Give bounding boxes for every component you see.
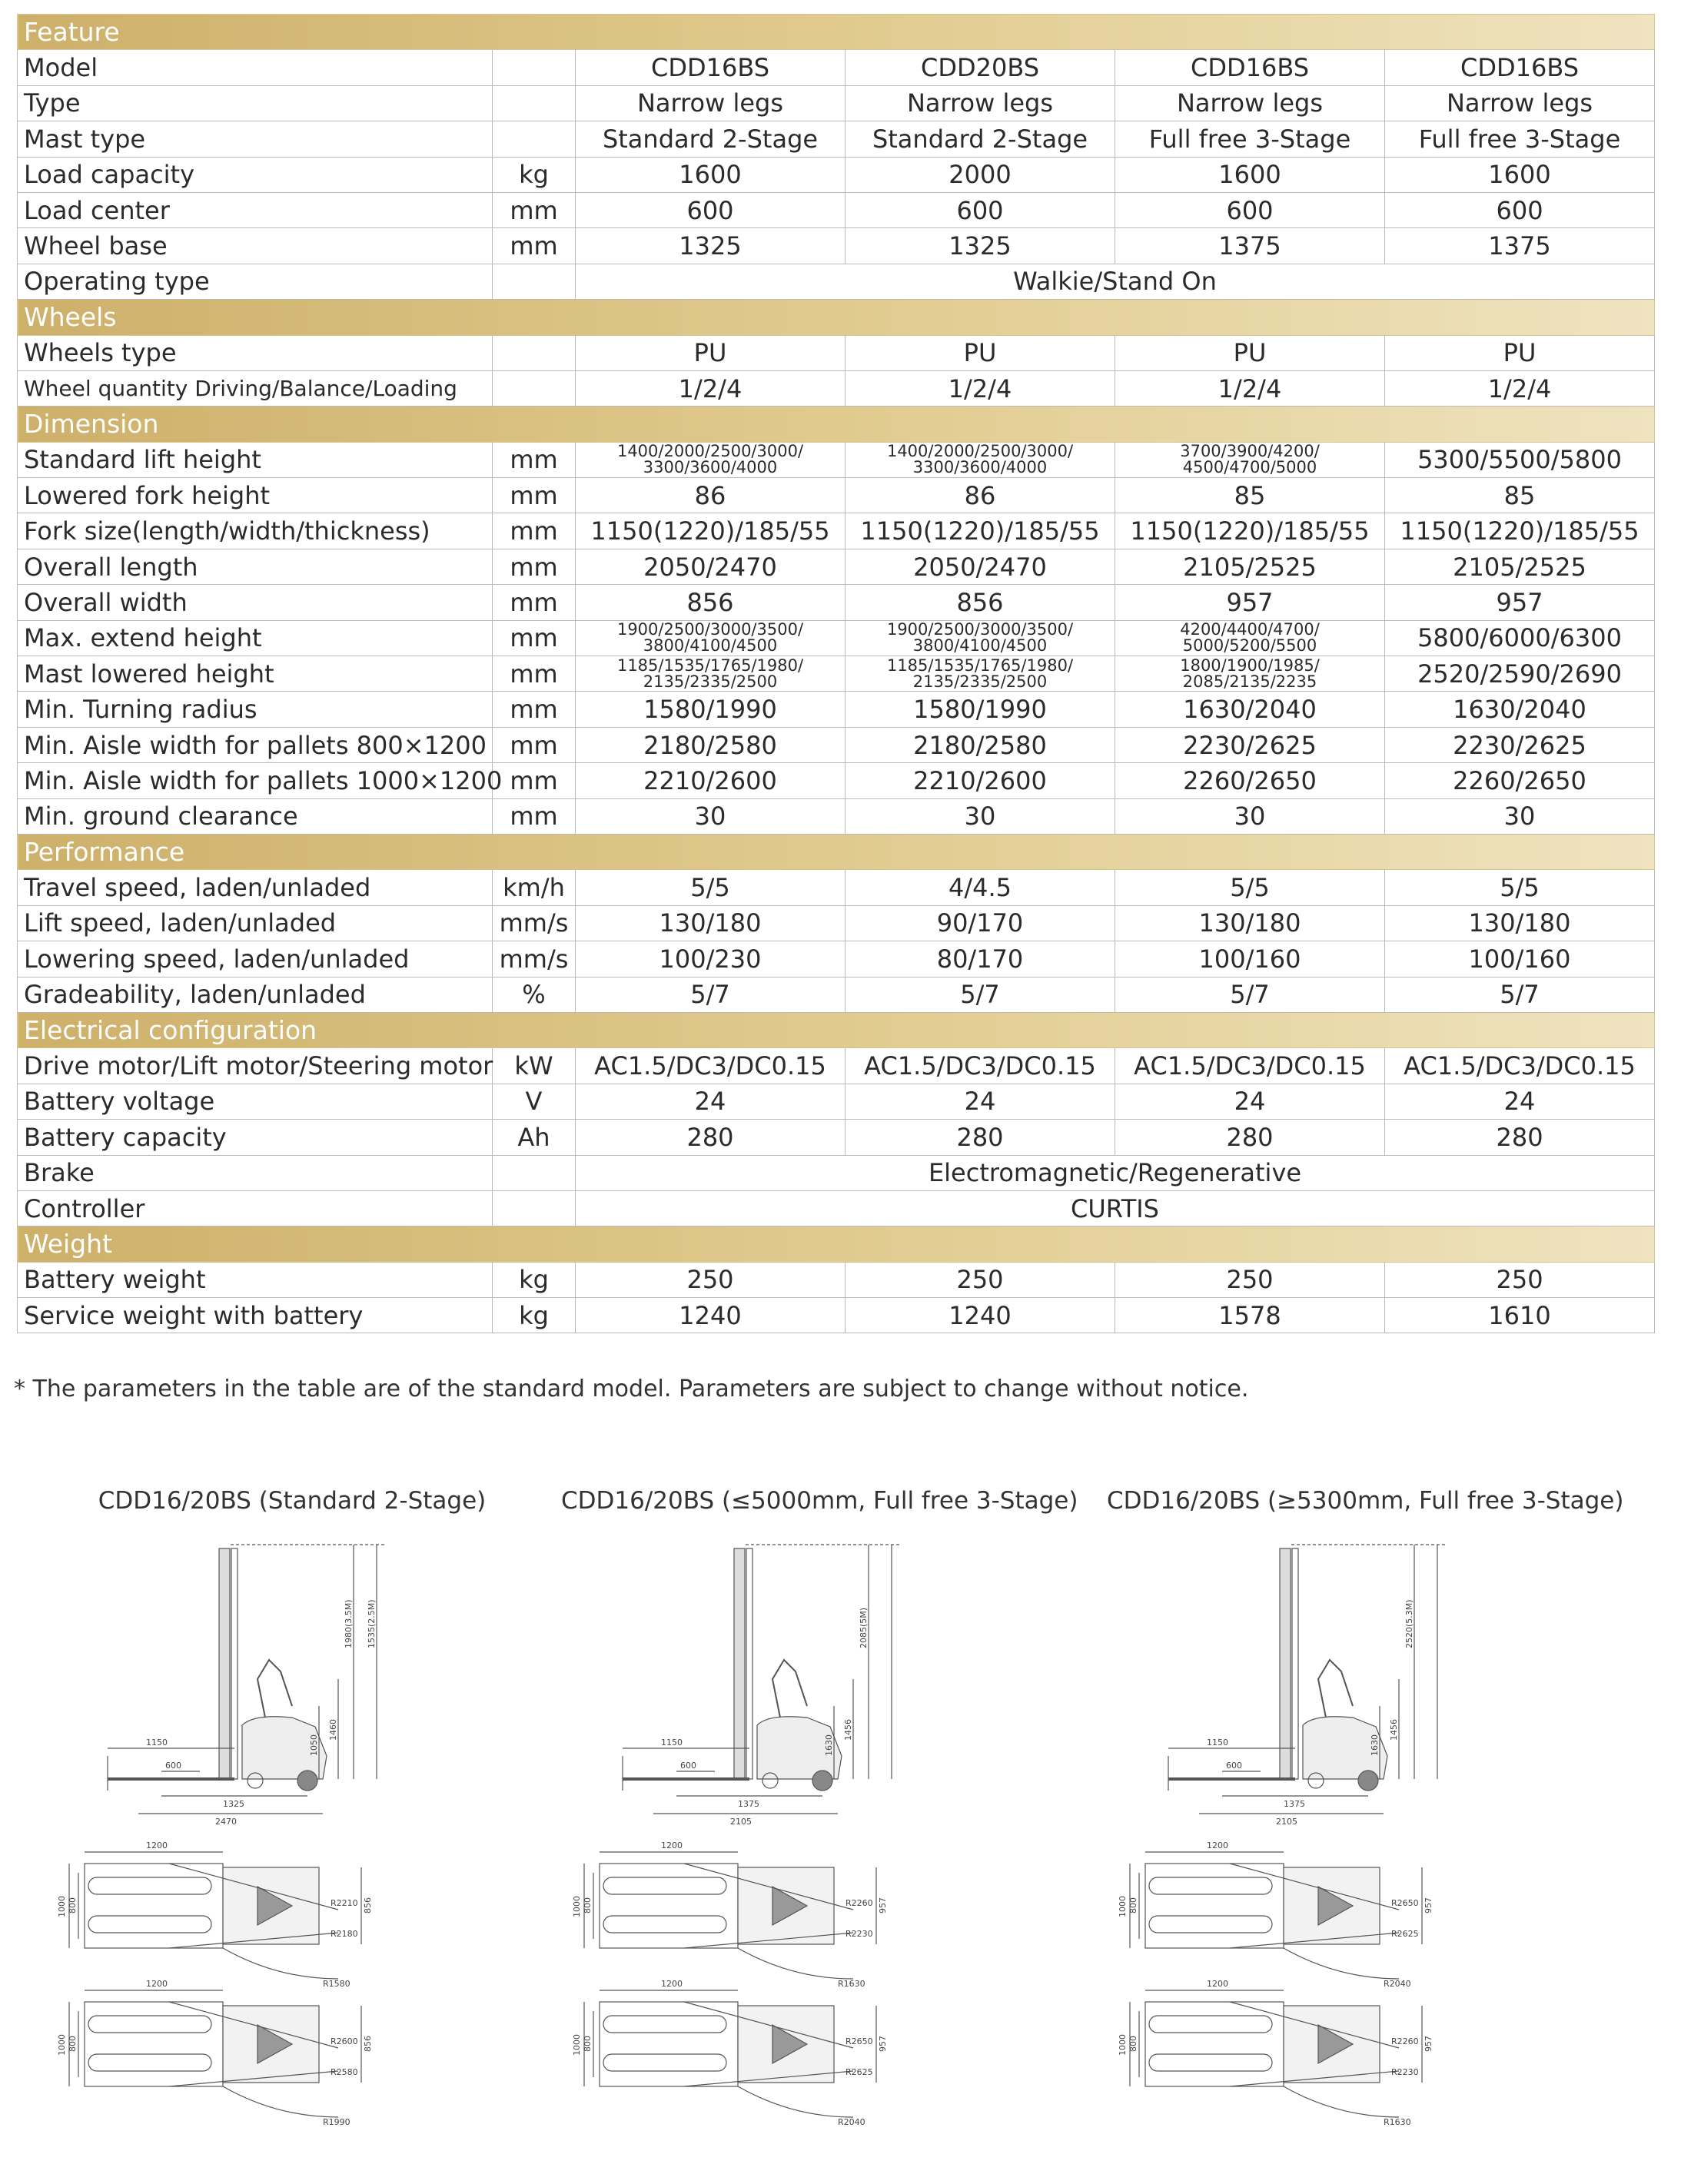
spec-row-lowering-speed: [18, 941, 1655, 977]
spec-value: 24: [576, 1084, 845, 1119]
spec-row-wheels-type: [18, 335, 1655, 370]
spec-value: 1185/1535/1765/1980/ 2135/2335/2500: [845, 656, 1115, 692]
spec-row-motors: [18, 1048, 1655, 1084]
spec-unit: mm: [493, 585, 576, 620]
spec-value: 250: [1115, 1262, 1385, 1297]
dim-label: R1580: [323, 1979, 350, 1989]
dim-label: 2520(5.3M): [1404, 1599, 1414, 1648]
dim-label: 2105: [730, 1817, 752, 1827]
spec-value: AC1.5/DC3/DC0.15: [1115, 1048, 1385, 1084]
spec-value: 2000: [845, 157, 1115, 192]
spec-row-type: [18, 85, 1655, 121]
dim-label: R2230: [845, 1929, 873, 1939]
spec-unit: [493, 1155, 576, 1190]
section-title: Feature: [18, 15, 1655, 50]
spec-value: 1/2/4: [1385, 370, 1655, 406]
spec-value: 2180/2580: [576, 727, 845, 762]
spec-row-wheel-quantity: [18, 370, 1655, 406]
spec-unit: [493, 50, 576, 85]
dim-label: 1200: [146, 1979, 168, 1989]
dim-label: 856: [363, 1897, 373, 1913]
dim-label: 800: [68, 1897, 78, 1913]
dim-label: R1630: [1384, 2117, 1411, 2127]
spec-value: 856: [576, 585, 845, 620]
spec-unit: Ah: [493, 1120, 576, 1155]
spec-label: Operating type: [18, 264, 493, 299]
spec-value: 2105/2525: [1115, 549, 1385, 584]
spec-value: 2520/2590/2690: [1385, 656, 1655, 692]
spec-row-mast-lowered: [18, 656, 1655, 692]
spec-value: 86: [845, 478, 1115, 513]
section-title: Electrical configuration: [18, 1012, 1655, 1047]
spec-unit: [493, 264, 576, 299]
spec-value: 1240: [576, 1298, 845, 1333]
spec-value: Narrow legs: [1385, 85, 1655, 121]
dim-label: 2085(5M): [859, 1607, 869, 1648]
spec-row-lift-height: [18, 442, 1655, 477]
dim-label: 1460: [328, 1719, 338, 1741]
spec-unit: mm: [493, 442, 576, 477]
spec-value: Standard 2-Stage: [845, 121, 1115, 157]
spec-label: Min. Aisle width for pallets 1000×1200: [18, 763, 493, 798]
dim-label: R2040: [838, 2117, 865, 2127]
spec-value: 1630/2040: [1385, 692, 1655, 727]
dim-label: R2210: [331, 1898, 358, 1908]
spec-row-lowered-fork: [18, 478, 1655, 513]
spec-unit: V: [493, 1084, 576, 1119]
spec-value: 1400/2000/2500/3000/ 3300/3600/4000: [845, 442, 1115, 477]
spec-label: Controller: [18, 1190, 493, 1226]
spec-value: 2180/2580: [845, 727, 1115, 762]
spec-value: 600: [576, 192, 845, 227]
dim-label: 1456: [843, 1719, 853, 1741]
spec-value: 2210/2600: [576, 763, 845, 798]
dim-label: 1050: [309, 1734, 319, 1756]
spec-value: 1600: [1385, 157, 1655, 192]
section-title: Performance: [18, 834, 1655, 869]
spec-row-wheel-base: [18, 228, 1655, 264]
spec-row-load-center: [18, 192, 1655, 227]
spec-value: 130/180: [1115, 905, 1385, 941]
spec-value: 130/180: [576, 905, 845, 941]
spec-value: 30: [576, 798, 845, 834]
spec-row-ground-clearance: [18, 798, 1655, 834]
spec-value: 4/4.5: [845, 870, 1115, 905]
spec-row-travel-speed: [18, 870, 1655, 905]
dim-label: 957: [878, 1897, 888, 1913]
spec-label: Battery capacity: [18, 1120, 493, 1155]
truck-drawing: [561, 1525, 1053, 2127]
dim-label: 1535(2.5M): [367, 1599, 377, 1648]
spec-value: 250: [576, 1262, 845, 1297]
drawing-caption: CDD16/20BS (≤5000mm, Full free 3-Stage): [561, 1487, 1078, 1515]
spec-row-overall-width: [18, 585, 1655, 620]
spec-value: 1375: [1115, 228, 1385, 264]
spec-label: Mast type: [18, 121, 493, 157]
spec-label: Mast lowered height: [18, 656, 493, 692]
dim-label: 2470: [215, 1817, 237, 1827]
spec-value: 1150(1220)/185/55: [576, 513, 845, 549]
section-header-weight: [18, 1226, 1655, 1262]
spec-row-controller: [18, 1190, 1655, 1226]
spec-unit: [493, 121, 576, 157]
spec-value: 5/7: [1385, 977, 1655, 1012]
section-header-electrical: [18, 1012, 1655, 1047]
dim-label: 1000: [572, 1896, 582, 1917]
dim-label: R2650: [845, 2036, 873, 2046]
dim-label: R2580: [331, 2067, 358, 2077]
spec-label: Drive motor/Lift motor/Steering motor: [18, 1048, 493, 1084]
spec-label: Wheel base: [18, 228, 493, 264]
spec-value: 90/170: [845, 905, 1115, 941]
spec-value: 5/5: [1385, 870, 1655, 905]
spec-value: Narrow legs: [576, 85, 845, 121]
spec-value: 1400/2000/2500/3000/ 3300/3600/4000: [576, 442, 845, 477]
dim-label: 1150: [146, 1738, 168, 1748]
drawing-2: [561, 1487, 1078, 2127]
spec-row-gradeability: [18, 977, 1655, 1012]
dim-label: 2105: [1276, 1817, 1297, 1827]
spec-value: 24: [1385, 1084, 1655, 1119]
spec-label: Service weight with battery: [18, 1298, 493, 1333]
spec-unit: kW: [493, 1048, 576, 1084]
spec-label: Overall length: [18, 549, 493, 584]
dim-label: R2260: [1391, 2036, 1419, 2046]
spec-row-service-weight: [18, 1298, 1655, 1333]
spec-unit: mm: [493, 620, 576, 656]
spec-value: 100/160: [1385, 941, 1655, 977]
spec-unit: mm/s: [493, 905, 576, 941]
spec-value: AC1.5/DC3/DC0.15: [576, 1048, 845, 1084]
dim-label: 1200: [1207, 1979, 1228, 1989]
spec-row-model: [18, 50, 1655, 85]
spec-value: 85: [1115, 478, 1385, 513]
dim-label: 1200: [661, 1840, 683, 1850]
spec-row-operating-type: [18, 264, 1655, 299]
spec-value: 5300/5500/5800: [1385, 442, 1655, 477]
spec-table: [17, 14, 1655, 1333]
spec-value: 3700/3900/4200/ 4500/4700/5000: [1115, 442, 1385, 477]
spec-row-mast-type: [18, 121, 1655, 157]
spec-value: 2260/2650: [1115, 763, 1385, 798]
dim-label: 957: [1424, 1897, 1434, 1913]
dim-label: 600: [1226, 1761, 1242, 1771]
spec-value: 1578: [1115, 1298, 1385, 1333]
section-header-dimension: [18, 407, 1655, 442]
drawing-1: [46, 1487, 538, 2127]
spec-row-overall-length: [18, 549, 1655, 584]
spec-value: 1600: [1115, 157, 1385, 192]
spec-unit: kg: [493, 1298, 576, 1333]
section-header-performance: [18, 834, 1655, 869]
spec-label: Travel speed, laden/unladed: [18, 870, 493, 905]
dim-label: 856: [363, 2036, 373, 2052]
spec-value: CDD16BS: [1385, 50, 1655, 85]
spec-unit: [493, 1190, 576, 1226]
spec-value: 5/7: [576, 977, 845, 1012]
dim-label: 1200: [661, 1979, 683, 1989]
spec-unit: [493, 370, 576, 406]
footnote: * The parameters in the table are of the standard model. Parameters are subject to change without notice.: [14, 1376, 1249, 1402]
spec-value: 957: [1115, 585, 1385, 620]
spec-label: Type: [18, 85, 493, 121]
spec-value: 24: [1115, 1084, 1385, 1119]
spec-row-battery-weight: [18, 1262, 1655, 1297]
spec-label: Wheel quantity Driving/Balance/Loading: [18, 370, 493, 406]
spec-value: 86: [576, 478, 845, 513]
dim-label: R2600: [331, 2036, 358, 2046]
spec-value: 250: [845, 1262, 1115, 1297]
dim-label: R2625: [845, 2067, 873, 2077]
dim-label: 1000: [57, 2034, 67, 2056]
spec-label: Lift speed, laden/unladed: [18, 905, 493, 941]
spec-value: CDD16BS: [576, 50, 845, 85]
spec-value: 2050/2470: [845, 549, 1115, 584]
spec-value: 2230/2625: [1115, 727, 1385, 762]
spec-value: PU: [845, 335, 1115, 370]
truck-drawing: [1107, 1525, 1599, 2127]
spec-value: 856: [845, 585, 1115, 620]
spec-unit: kg: [493, 1262, 576, 1297]
spec-row-battery-capacity: [18, 1120, 1655, 1155]
section-title: Dimension: [18, 407, 1655, 442]
spec-value: 1600: [576, 157, 845, 192]
dim-label: 800: [1128, 1897, 1138, 1913]
dim-label: 1630: [824, 1734, 834, 1756]
spec-value: 1240: [845, 1298, 1115, 1333]
dim-label: 1630: [1370, 1734, 1380, 1756]
spec-value: 5/5: [1115, 870, 1385, 905]
dim-label: 1200: [1207, 1840, 1228, 1850]
spec-value: 100/230: [576, 941, 845, 977]
spec-row-max-extend: [18, 620, 1655, 656]
spec-value: 1580/1990: [845, 692, 1115, 727]
spec-unit: [493, 335, 576, 370]
dim-label: 1375: [738, 1799, 759, 1809]
dim-label: 600: [165, 1761, 181, 1771]
spec-value: Electromagnetic/Regenerative: [576, 1155, 1655, 1190]
dim-label: 1200: [146, 1840, 168, 1850]
spec-value: Walkie/Stand On: [576, 264, 1655, 299]
spec-value: 1/2/4: [576, 370, 845, 406]
section-header-wheels: [18, 300, 1655, 335]
section-title: Wheels: [18, 300, 1655, 335]
spec-label: Brake: [18, 1155, 493, 1190]
spec-label: Lowering speed, laden/unladed: [18, 941, 493, 977]
spec-value: 2260/2650: [1385, 763, 1655, 798]
spec-value: AC1.5/DC3/DC0.15: [845, 1048, 1115, 1084]
spec-value: 1630/2040: [1115, 692, 1385, 727]
spec-value: 1800/1900/1985/ 2085/2135/2235: [1115, 656, 1385, 692]
dim-label: 1325: [223, 1799, 244, 1809]
dim-label: 1000: [1118, 1896, 1128, 1917]
spec-label: Battery voltage: [18, 1084, 493, 1119]
dim-label: 1000: [57, 1896, 67, 1917]
spec-label: Fork size(length/width/thickness): [18, 513, 493, 549]
spec-value: 5/5: [576, 870, 845, 905]
spec-value: 30: [1385, 798, 1655, 834]
dim-label: 1150: [661, 1738, 683, 1748]
spec-value: Full free 3-Stage: [1385, 121, 1655, 157]
dim-label: 800: [1128, 2036, 1138, 2052]
spec-value: CURTIS: [576, 1190, 1655, 1226]
spec-unit: mm: [493, 727, 576, 762]
dim-label: 1150: [1207, 1738, 1228, 1748]
spec-value: PU: [576, 335, 845, 370]
spec-unit: mm: [493, 549, 576, 584]
dim-label: R2040: [1384, 1979, 1411, 1989]
spec-label: Gradeability, laden/unladed: [18, 977, 493, 1012]
dim-label: 957: [1424, 2036, 1434, 2052]
spec-row-battery-voltage: [18, 1084, 1655, 1119]
spec-value: 2230/2625: [1385, 727, 1655, 762]
spec-value: 80/170: [845, 941, 1115, 977]
drawing-caption: CDD16/20BS (Standard 2-Stage): [98, 1487, 487, 1515]
spec-row-lift-speed: [18, 905, 1655, 941]
drawing-3: [1107, 1487, 1624, 2127]
spec-row-brake: [18, 1155, 1655, 1190]
spec-label: Wheels type: [18, 335, 493, 370]
spec-value: 30: [845, 798, 1115, 834]
spec-row-fork-size: [18, 513, 1655, 549]
spec-value: 1900/2500/3000/3500/ 3800/4100/4500: [576, 620, 845, 656]
spec-value: 250: [1385, 1262, 1655, 1297]
dim-label: 1000: [1118, 2034, 1128, 2056]
spec-label: Overall width: [18, 585, 493, 620]
dim-label: 600: [680, 1761, 696, 1771]
spec-unit: mm: [493, 192, 576, 227]
spec-value: 1375: [1385, 228, 1655, 264]
spec-value: 1610: [1385, 1298, 1655, 1333]
spec-value: 5/7: [1115, 977, 1385, 1012]
spec-value: 100/160: [1115, 941, 1385, 977]
spec-value: 30: [1115, 798, 1385, 834]
spec-unit: %: [493, 977, 576, 1012]
spec-unit: mm: [493, 478, 576, 513]
spec-value: CDD20BS: [845, 50, 1115, 85]
spec-value: 280: [1385, 1120, 1655, 1155]
spec-value: 280: [845, 1120, 1115, 1155]
spec-value: CDD16BS: [1115, 50, 1385, 85]
spec-value: Standard 2-Stage: [576, 121, 845, 157]
spec-value: PU: [1385, 335, 1655, 370]
spec-value: 2050/2470: [576, 549, 845, 584]
spec-label: Min. Aisle width for pallets 800×1200: [18, 727, 493, 762]
spec-value: 5/7: [845, 977, 1115, 1012]
dim-label: 800: [583, 1897, 593, 1913]
spec-value: PU: [1115, 335, 1385, 370]
spec-value: 24: [845, 1084, 1115, 1119]
spec-unit: mm: [493, 656, 576, 692]
dim-label: R1990: [323, 2117, 350, 2127]
section-header-feature: [18, 15, 1655, 50]
spec-unit: mm: [493, 513, 576, 549]
spec-value: 2105/2525: [1385, 549, 1655, 584]
spec-value: 1150(1220)/185/55: [845, 513, 1115, 549]
spec-value: Narrow legs: [1115, 85, 1385, 121]
spec-value: 1150(1220)/185/55: [1385, 513, 1655, 549]
drawing-caption: CDD16/20BS (≥5300mm, Full free 3-Stage): [1107, 1487, 1624, 1515]
spec-label: Standard lift height: [18, 442, 493, 477]
spec-value: 130/180: [1385, 905, 1655, 941]
spec-label: Battery weight: [18, 1262, 493, 1297]
spec-label: Min. ground clearance: [18, 798, 493, 834]
spec-value: 600: [1385, 192, 1655, 227]
dim-label: R2260: [845, 1898, 873, 1908]
spec-unit: mm: [493, 763, 576, 798]
spec-unit: mm: [493, 798, 576, 834]
spec-value: 1900/2500/3000/3500/ 3800/4100/4500: [845, 620, 1115, 656]
spec-unit: mm: [493, 228, 576, 264]
dim-label: 957: [878, 2036, 888, 2052]
dim-label: R2230: [1391, 2067, 1419, 2077]
spec-row-turning-radius: [18, 692, 1655, 727]
dim-label: R2650: [1391, 1898, 1419, 1908]
spec-value: 280: [576, 1120, 845, 1155]
spec-row-load-capacity: [18, 157, 1655, 192]
spec-unit: [493, 85, 576, 121]
dim-label: R1630: [838, 1979, 865, 1989]
dim-label: 1980(3.5M): [344, 1599, 354, 1648]
section-title: Weight: [18, 1226, 1655, 1262]
dim-label: R2625: [1391, 1929, 1419, 1939]
dim-label: 1000: [572, 2034, 582, 2056]
spec-value: 4200/4400/4700/ 5000/5200/5500: [1115, 620, 1385, 656]
spec-label: Max. extend height: [18, 620, 493, 656]
dim-label: 800: [583, 2036, 593, 2052]
spec-value: AC1.5/DC3/DC0.15: [1385, 1048, 1655, 1084]
spec-value: 1325: [845, 228, 1115, 264]
spec-label: Min. Turning radius: [18, 692, 493, 727]
dim-label: 1456: [1389, 1719, 1399, 1741]
truck-drawing: [46, 1525, 538, 2127]
spec-value: 1/2/4: [1115, 370, 1385, 406]
spec-value: Narrow legs: [845, 85, 1115, 121]
spec-label: Lowered fork height: [18, 478, 493, 513]
spec-label: Model: [18, 50, 493, 85]
spec-unit: mm/s: [493, 941, 576, 977]
spec-value: 1325: [576, 228, 845, 264]
spec-value: 1580/1990: [576, 692, 845, 727]
spec-row-aisle-800: [18, 727, 1655, 762]
spec-unit: kg: [493, 157, 576, 192]
spec-value: 5800/6000/6300: [1385, 620, 1655, 656]
spec-value: 600: [845, 192, 1115, 227]
dim-label: R2180: [331, 1929, 358, 1939]
spec-value: 2210/2600: [845, 763, 1115, 798]
spec-label: Load capacity: [18, 157, 493, 192]
spec-unit: km/h: [493, 870, 576, 905]
spec-value: 1185/1535/1765/1980/ 2135/2335/2500: [576, 656, 845, 692]
spec-value: 85: [1385, 478, 1655, 513]
spec-value: 600: [1115, 192, 1385, 227]
spec-value: 280: [1115, 1120, 1385, 1155]
dim-label: 800: [68, 2036, 78, 2052]
dim-label: 1375: [1284, 1799, 1305, 1809]
spec-unit: mm: [493, 692, 576, 727]
spec-value: 957: [1385, 585, 1655, 620]
spec-row-aisle-1000: [18, 763, 1655, 798]
spec-value: 1150(1220)/185/55: [1115, 513, 1385, 549]
spec-label: Load center: [18, 192, 493, 227]
spec-value: Full free 3-Stage: [1115, 121, 1385, 157]
spec-value: 1/2/4: [845, 370, 1115, 406]
